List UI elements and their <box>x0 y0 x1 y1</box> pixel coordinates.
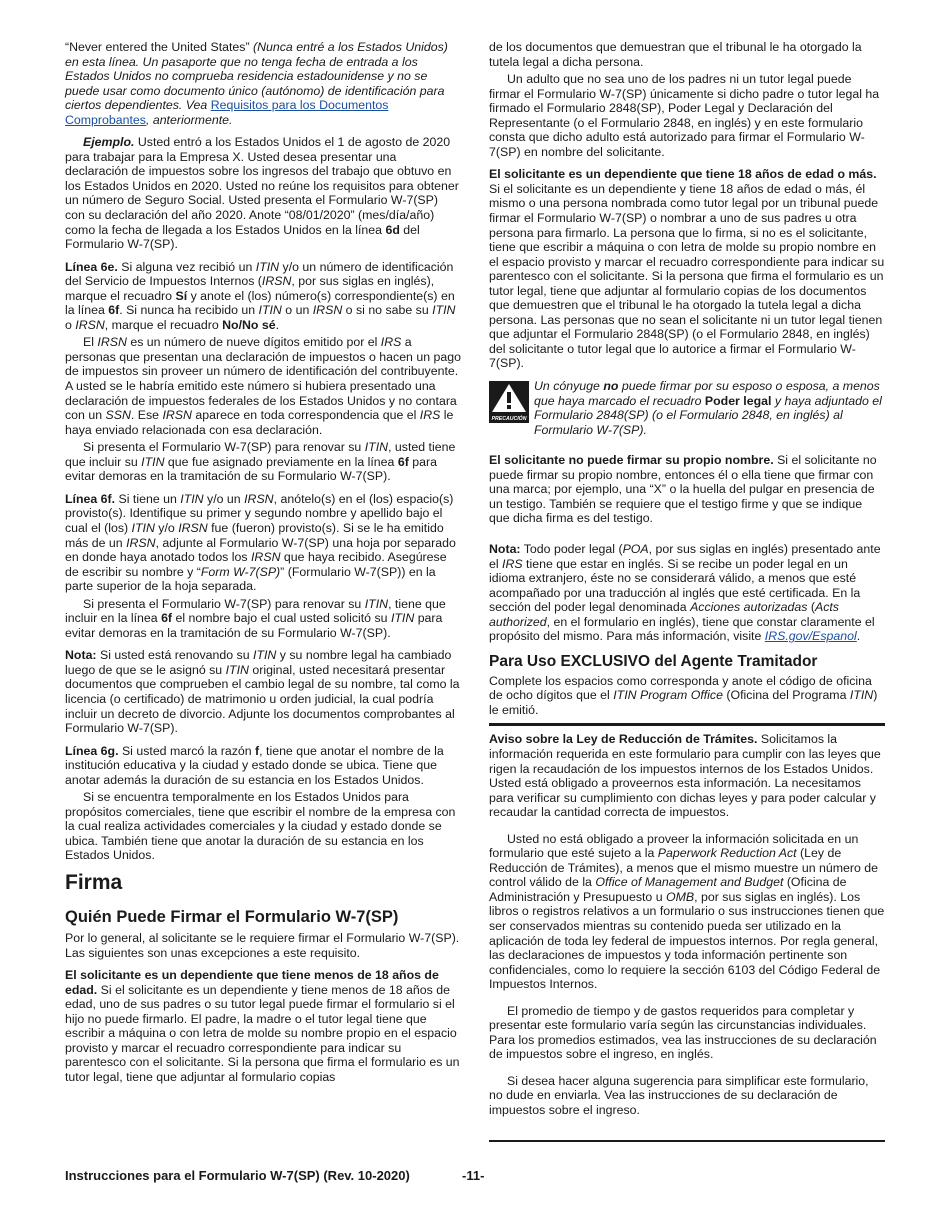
caution-icon <box>489 381 529 423</box>
paragraph-linea-6f: Línea 6f. Si tiene un ITIN y/o un IRSN, anótelo(s) en el (los) espacio(s) provisto(s). Identifique su primer y segundo nombre y apellido bajo el cual el (los) ITIN y/o IRSN fue (fueron) provisto(s). Si se le ha emitido más de un IRSN, adjunte al Formulario W-7(SP) una hoja por separado en donde haya anotado todos los IRSN que haya recibido. Asegúrese de escribir su nombre y “Form W-7(SP)” (Formulario W-7(SP)) en la parte superior de la hoja separada. <box>65 491 456 594</box>
paragraph-aviso: Aviso sobre la Ley de Reducción de Trámites. Solicitamos la información requerida en este formulario para cumplir con las leyes que rigen la recaudación de los impuestos internos de los Estados Unidos. Usted está obligado a proveernos esta información. La necesitamos para verificar su cumplimiento con dichas leyes y para poder calcular y recaudar la cantidad correcta de impuestos. <box>489 732 881 820</box>
paragraph-sugerencia: Si desea hacer alguna sugerencia para simplificar este formulario, no dude en enviarla. Vea las instrucciones de su declaración de impuestos sobre el ingreso. <box>489 1073 869 1117</box>
heading-quien-puede-firmar: Quién Puede Firmar el Formulario W-7(SP) <box>65 907 399 926</box>
requisitos-link[interactable]: Requisitos para los Documentos Comprobantes <box>65 98 389 127</box>
irs-espanol-link[interactable]: IRS.gov/Espanol <box>764 629 857 644</box>
paragraph-mayor-18: El solicitante es un dependiente que tiene 18 años de edad o más. Si el solicitante es un dependiente y tiene 18 años de edad o más, él mismo o una persona nombrada como tutor legal por un tribunal puede firmar el Formulario W-7(SP) o nombrar a uno de sus padres u otra persona para firmarlo. La persona que lo firma, si no es el solicitante, tiene que escribir a máquina o con letra de molde su propio nombre en el espacio provisto y marcar el recuadro correspondiente para indicar su parentesco con el solicitante. Si la persona que firma el formulario es un tutor legal, tiene que adjuntar al formulario copias de los documentos que demuestren que el tribunal le ha otorgado la tutela legal a dicha persona. Las personas que no sean el solicitante ni un tutor legal tienen que adjuntar el Formulario 2848(SP) (o el Formulario 2848, en inglés) del solicitante o tutor legal que lo autorice a firmar el Formulario W-7(SP). <box>489 167 885 371</box>
paragraph-no-puede-firmar: El solicitante no puede firmar su propio nombre. Si el solicitante no puede firmar su propio nombre, entonces él o ella tiene que firmar con una marca; por ejemplo, una “X” o la huella del pulgar en presencia de un testigo. También se requiere que el testigo firme y que se indique que dicha firma es del testigo. <box>489 453 877 526</box>
bottom-rule <box>489 1140 885 1142</box>
paragraph-no-obligado: Usted no está obligado a proveer la información solicitada en un formulario que esté sujeto a la Paperwork Reduction Act (Ley de Reducción de Trámites), a menos que el mismo muestre un número de control válido de la Office of Management and Budget (Oficina de Administración y Presupuesto u OMB, por sus siglas en inglés). Los libros o registros relativos a un formulario o sus instrucciones tienen que ser conservados mientras su contenido pueda ser utilizado en la aplicación de toda ley federal de impuestos internos. Por regla general, las declaraciones de impuestos y toda información pertinente son confidenciales, como lo requiere la sección 6103 del Código Federal de Impuestos Internos. <box>489 831 885 992</box>
paragraph-nota-nombre: Nota: Si usted está renovando su ITIN y su nombre legal ha cambiado luego de que se le asignó su ITIN original, usted necesitará presentar documentos que comprueben el cambio legal de su nombre, tal como la licencia (o certificado) de matrimonio u orden judicial, la cual podría incluir un decreto de divorcio. Adjunte los documentos comprobantes al Formulario W-7(SP). <box>65 648 460 736</box>
paragraph-ejemplo: Ejemplo. Usted entró a los Estados Unidos el 1 de agosto de 2020 para trabajar para la Empresa X. Usted desea presentar una declaración de impuestos sobre los ingresos del trabajo que obtuvo en los Estados Unidos en 2020. Usted no reúne los requisitos para obtener un número de Seguro Social. Usted presenta el Formulario W-7(SP) con su declaración del año 2020. Anote “08/01/2020” (mes/día/año) como la fecha de llegada a los Estados Unidos en la línea 6d del Formulario W-7(SP). <box>65 135 459 252</box>
paragraph-adulto: Un adulto que no sea uno de los padres ni un tutor legal puede firmar el Formulario W-7(SP) únicamente si dicho padre o tutor legal ha firmado el Formulario 2848(SP), Poder Legal y Declaración del Representante (o el Formulario 2848, en inglés) y en este formulario consta que dicho adulto está autorizado para firmar el Formulario W-7(SP) en nombre del solicitante. <box>489 72 880 159</box>
heading-agente-tramitador: Para Uso EXCLUSIVO del Agente Tramitador <box>489 652 818 670</box>
caution-label: PRECAUCIÓN <box>491 416 527 423</box>
page-number: -11- <box>462 1168 485 1183</box>
left-column <box>65 40 461 1092</box>
paragraph-promedio: El promedio de tiempo y de gastos requeridos para completar y presentar este formulario varía según las circunstancias individuales. Para los promedios estimados, vea las instrucciones de su declaración de impuestos sobre el ingreso, en inglés. <box>489 1003 877 1062</box>
right-column <box>489 40 885 1126</box>
paragraph-general: Por lo general, al solicitante se le requiere firmar el Formulario W-7(SP). Las siguientes son unas excepciones a este requisito. <box>65 930 460 960</box>
paragraph-linea-6e: Línea 6e. Si alguna vez recibió un ITIN y/o un número de identificación del Servicio de Impuestos Internos (IRSN, por sus siglas en inglés), marque el recuadro Sí y anote el (los) número(s) correspondiente(s) en la línea 6f. Si nunca ha recibido un ITIN o un IRSN o si no sabe su ITIN o IRSN, marque el recuadro No/No sé. <box>65 259 456 332</box>
paragraph-never-entered: “Never entered the United States” (Nunca entré a los Estados Unidos) en esta línea. Un pasaporte que no tenga fecha de entrada a los Estados Unidos no comprueba residencia estadounidense y no se puede usar como documento único (autónomo) de identificación para ciertos dependientes. Vea Requisitos para los Documentos Comprobantes, anteriormente. <box>65 40 448 127</box>
caution-note: PRECAUCIÓN Un cónyuge no puede firmar por su esposo o esposa, a menos que haya marcado el recuadro Poder legal y haya adjuntado el Formulario 2848(SP) (o el Formulario 2848, en inglés) al Formulario W-7(SP). <box>489 379 885 437</box>
paragraph-renovar-1: Si presenta el Formulario W-7(SP) para renovar su ITIN, usted tiene que incluir su ITIN que fue asignado previamente en la línea 6f para evitar demoras en la tramitación de su Formulario W-7(SP). <box>65 440 456 484</box>
heading-firma: Firma <box>65 870 123 894</box>
footer-title: Instrucciones para el Formulario W-7(SP) (Rev. 10-2020) <box>65 1168 410 1183</box>
paragraph-nota-poa: Nota: Todo poder legal (POA, por sus siglas en inglés) presentado ante el IRS tiene que estar en inglés. Si se recibe un poder legal en un idioma extranjero, éste no se considerará válido, a menos que esté acompañado por una traducción al inglés que esté certificada. En la sección del poder legal denominada Acciones autorizadas (Acts authorized, en el formulario en inglés), tiene que constar claramente el propósito del mismo. Para más información, visite IRS.gov/Espanol. <box>489 541 881 644</box>
paragraph-menor-18: El solicitante es un dependiente que tiene menos de 18 años de edad. Si el solicitante es un dependiente y tiene menos de 18 años de edad, uno de sus padres o su tutor legal puede firmar el formulario si el hijo no puede firmarlo. El padre, la madre o el tutor legal tiene que escribir a máquina o con letra de molde su nombre propio en el espacio provisto y marcar el recuadro correspondiente para indicar su parentesco con el solicitante. Si la persona que firma el formulario es un tutor legal, tiene que adjuntar al formulario copias <box>65 968 460 1084</box>
section-divider <box>489 723 885 726</box>
paragraph-irsn: El IRSN es un número de nueve dígitos emitido por el IRS a personas que presentan una declaración de impuestos o hacen un pago de impuestos sin proveer un número de identificación del contribuyente. A usted se le habría emitido este número si hubiera presentado una declaración de impuestos federales de los Estados Unidos y no contara con un SSN. Ese IRSN aparece en toda correspondencia que el IRS le haya enviado relacionada con esa declaración. <box>65 335 461 437</box>
paragraph-temporal: Si se encuentra temporalmente en los Estados Unidos para propósitos comerciales, tiene que escribir el nombre de la empresa con la cual realiza actividades comerciales y la ciudad y estado donde se ubica. También tiene que anotar la duración de su estancia en los Estados Unidos. <box>65 790 456 863</box>
paragraph-renovar-2: Si presenta el Formulario W-7(SP) para renovar su ITIN, tiene que incluir en la línea 6f el nombre bajo el cual usted solicitó su ITIN para evitar demoras en la tramitación de su Formulario W-7(SP). <box>65 596 446 640</box>
paragraph-agente: Complete los espacios como corresponda y anote el código de oficina de ocho dígitos que el ITIN Program Office (Oficina del Programa ITIN) le emitió. <box>489 673 878 717</box>
paragraph-linea-6g: Línea 6g. Si usted marcó la razón f, tiene que anotar el nombre de la institución educativa y la ciudad y estado donde se ubica. Tiene que anotar además la duración de su estancia en los Estados Unidos. <box>65 743 444 787</box>
paragraph-tutela-cont: de los documentos que demuestran que el tribunal le ha otorgado la tutela legal a dicha persona. <box>489 40 862 69</box>
